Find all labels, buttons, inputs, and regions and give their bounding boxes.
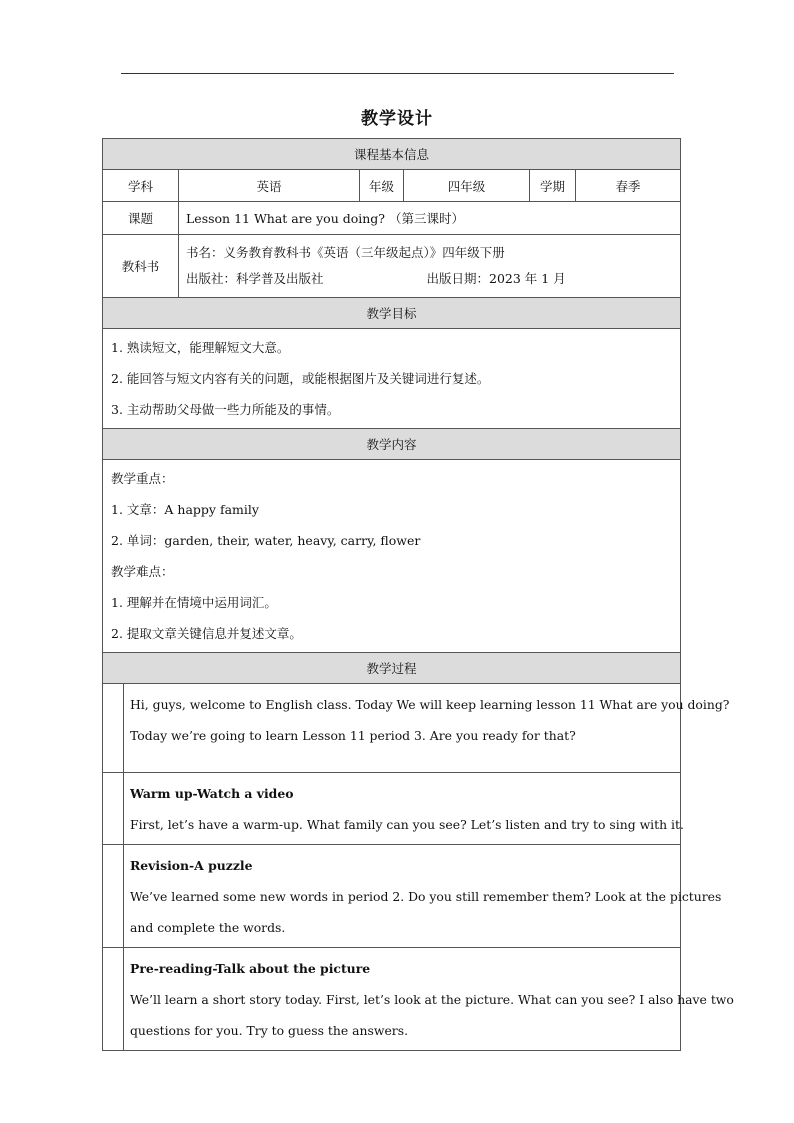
section-goals: 教学目标 xyxy=(103,298,681,329)
term-value: 春季 xyxy=(576,170,681,202)
step-text: Today we’re going to learn Lesson 11 period 3. Are you ready for that? xyxy=(130,728,576,743)
grade-label: 年级 xyxy=(360,170,404,202)
term-label: 学期 xyxy=(530,170,576,202)
topic-value: Lesson 11 What are you doing? （第三课时） xyxy=(179,202,681,235)
key-point-item: 2. 单词：garden, their, water, heavy, carry, flower xyxy=(111,533,421,548)
content-list xyxy=(103,460,681,653)
step-heading: Pre-reading-Talk about the picture xyxy=(130,961,371,976)
key-points-label: 教学重点： xyxy=(111,471,174,486)
goal-item: 3. 主动帮助父母做一些力所能及的事情。 xyxy=(111,402,340,417)
goals-list xyxy=(103,329,681,429)
lesson-plan-table xyxy=(102,138,734,1051)
difficulty-label: 教学难点： xyxy=(111,564,174,579)
step-text: and complete the words. xyxy=(130,920,286,935)
process-step-intro xyxy=(124,684,730,773)
subject-value: 英语 xyxy=(179,170,360,202)
step-heading: Revision-A puzzle xyxy=(130,858,253,873)
textbook-info xyxy=(179,235,681,298)
goal-item: 1. 熟读短文，能理解短文大意。 xyxy=(111,340,290,355)
step-heading: Warm up-Watch a video xyxy=(130,786,294,801)
textbook-publish-line xyxy=(186,266,673,292)
subject-label: 学科 xyxy=(103,170,179,202)
textbook-title: 书名：义务教育教科书《英语（三年级起点）》四年级下册 xyxy=(186,245,505,260)
section-content: 教学内容 xyxy=(103,429,681,460)
difficulty-item: 2. 提取文章关键信息并复述文章。 xyxy=(111,626,302,641)
publisher: 出版社：科学普及出版社 xyxy=(186,271,324,286)
step-text: Hi, guys, welcome to English class. Today We will keep learning lesson 11 What are you doing? xyxy=(130,697,730,712)
publish-date: 出版日期：2023 年 1 月 xyxy=(426,271,566,286)
step-text: questions for you. Try to guess the answers. xyxy=(130,1023,409,1038)
process-step-marker xyxy=(103,684,124,773)
key-point-item: 1. 文章：A happy family xyxy=(111,502,259,517)
process-step-marker xyxy=(103,773,124,845)
process-step-prereading xyxy=(124,948,734,1051)
step-text: First, let’s have a warm-up. What family can you see? Let’s listen and try to sing with it. xyxy=(130,817,684,832)
step-text: We’ll learn a short story today. First, let’s look at the picture. What can you see? I also have two xyxy=(130,992,734,1007)
document-title: 教学设计 xyxy=(361,109,433,129)
process-step-marker xyxy=(103,845,124,948)
process-step-warmup xyxy=(124,773,684,845)
goal-item: 2. 能回答与短文内容有关的问题，或能根据图片及关键词进行复述。 xyxy=(111,371,490,386)
process-step-revision xyxy=(124,845,722,948)
textbook-label: 教科书 xyxy=(103,235,179,298)
step-text: We’ve learned some new words in period 2. Do you still remember them? Look at the pictures xyxy=(130,889,722,904)
topic-label: 课题 xyxy=(103,202,179,235)
difficulty-item: 1. 理解并在情境中运用词汇。 xyxy=(111,595,277,610)
section-process: 教学过程 xyxy=(103,653,681,684)
process-step-marker xyxy=(103,948,124,1051)
grade-value: 四年级 xyxy=(404,170,530,202)
header-rule xyxy=(121,73,674,74)
section-basic-info: 课程基本信息 xyxy=(103,139,681,170)
